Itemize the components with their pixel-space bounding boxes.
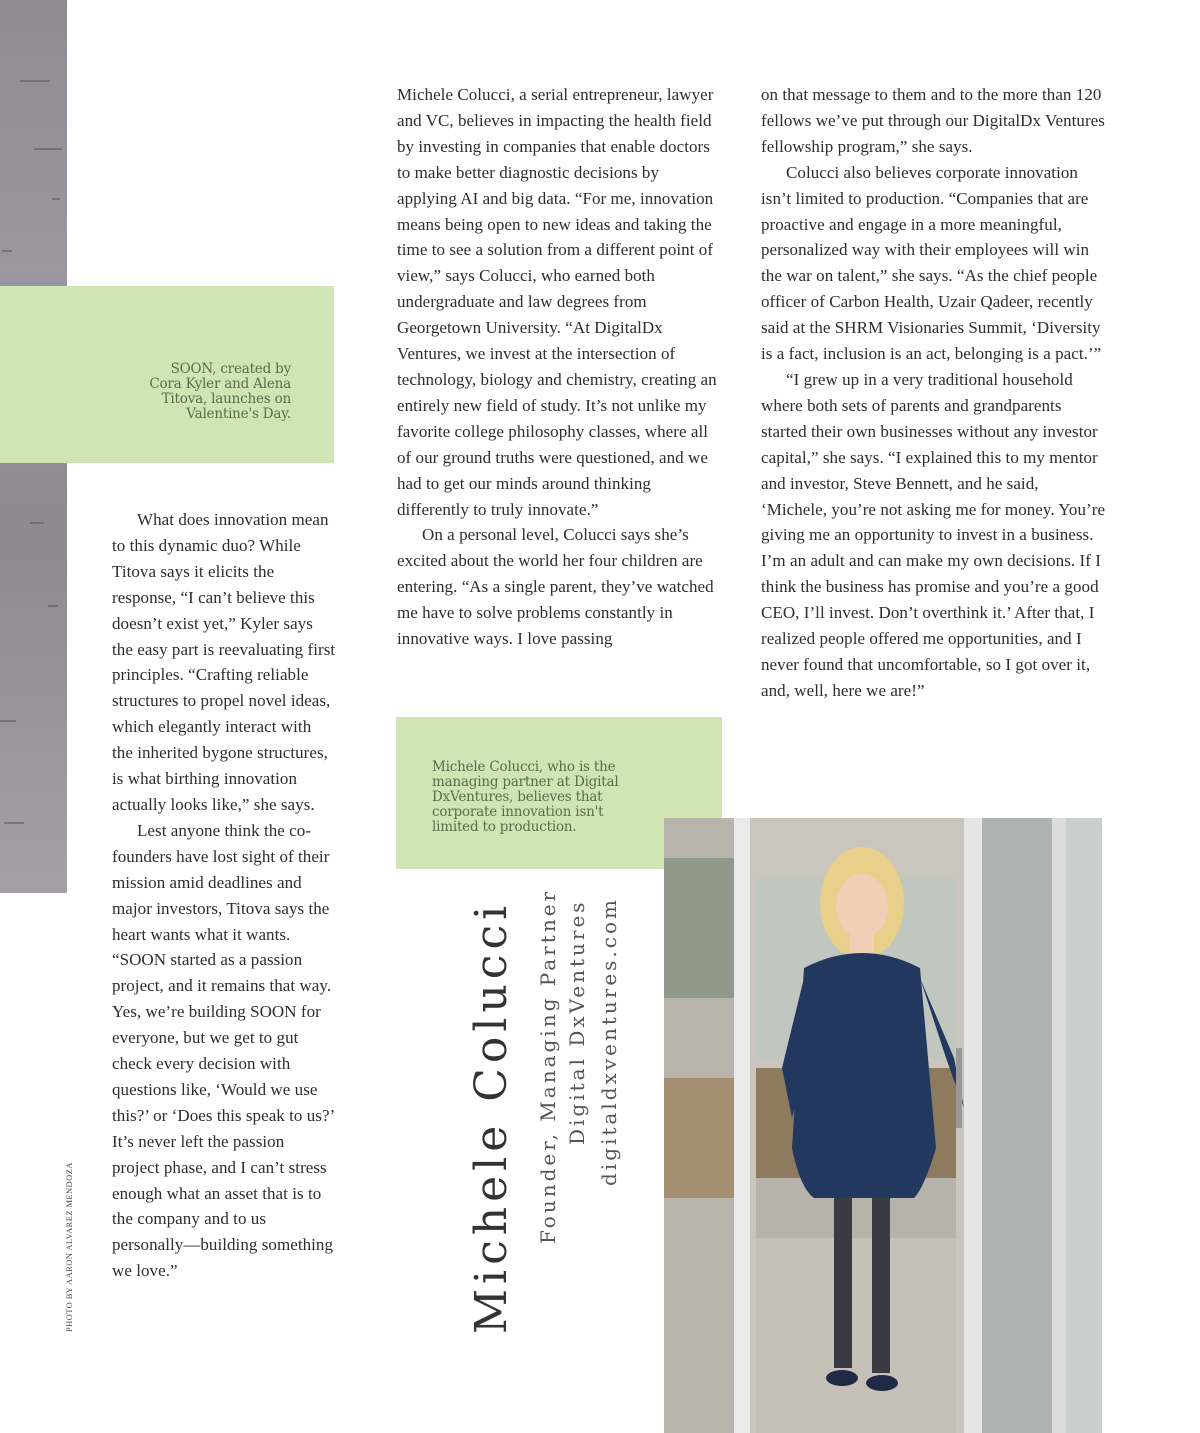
- portrait-photo: [664, 818, 1102, 1433]
- article-column-middle: [397, 82, 722, 652]
- article-column-left: [112, 507, 336, 1284]
- paragraph: On a personal level, Colucci says she’s excited about the world her four children are entering. “As a single parent, they’ve watched me have to solve problems constantly in innovative ways. I love passing: [397, 525, 714, 649]
- caption-colucci: [432, 760, 672, 835]
- caption-line: Valentine's Day.: [186, 406, 291, 422]
- caption-soon: [120, 362, 291, 422]
- paragraph: Michele Colucci, a serial entrepreneur, lawyer and VC, believes in impacting the health field by investing in companies that enable doctors to make better diagnostic decisions by applying AI and big data. “For me, innovation means being open to new ideas and taking the time to see a solution from a different point of view,” says Colucci, who earned both undergraduate and law degrees from Georgetown University. “At DigitalDx Ventures, we invest at the intersection of technology, biology and chemistry, creating an entirely new field of study. It’s not unlike my favorite college philosophy classes, where all of our ground truths were questioned, and we had to get our minds around thinking differently to truly innovate.”: [397, 85, 717, 519]
- caption-line: SOON, created by: [170, 361, 291, 377]
- caption-line: DxVentures, believes that: [432, 789, 603, 805]
- profile-name: Michele Colucci: [466, 900, 517, 1334]
- photo-credit: PHOTO BY AARON ALVAREZ MENDOZA: [64, 1162, 74, 1332]
- paragraph: “I grew up in a very traditional household where both sets of parents and grandparents started their own businesses without any investor capital,” she says. “I explained this to my mentor and investor, Steve Bennett, and he said, ‘Michele, you’re not asking me for money. You’re giving me an opportunity to invest in a business. I’m an adult and can make my own decisions. If I think the business has promise and you’re a good CEO, I’ll invest. Don’t overthink it.’ After that, I realized people offered me opportunities, and I never found that uncomfortable, so I got over it, and, well, here we are!”: [761, 369, 1106, 700]
- profile-url: digitaldxventures.com: [597, 897, 621, 1186]
- profile-company: Digital DxVentures: [565, 899, 589, 1145]
- caption-line: Cora Kyler and Alena: [149, 376, 291, 392]
- caption-line: managing partner at Digital: [432, 774, 619, 790]
- caption-line: Michele Colucci, who is the: [432, 759, 616, 775]
- caption-line: limited to production.: [432, 819, 577, 835]
- paragraph: on that message to them and to the more than 120 fellows we’ve put through our DigitalDx Ventures fellowship program,” she says.: [761, 85, 1105, 156]
- article-column-right: [761, 82, 1107, 704]
- paragraph: Lest anyone think the co-founders have lost sight of their mission amid deadlines and major investors, Titova says the heart wants what it wants. “SOON started as a passion project, and it remains that way. Yes, we’re building SOON for everyone, but we get to gut check every decision with questions like, ‘Would we use this?’ or ‘Does this speak to us?’ It’s never left the passion project phase, and I can’t stress enough what an asset that is to the company and to us personally—building something we love.”: [112, 820, 335, 1281]
- profile-title: Founder, Managing Partner: [536, 888, 560, 1244]
- caption-line: corporate innovation isn't: [432, 804, 604, 820]
- caption-line: Titova, launches on: [161, 391, 291, 407]
- paragraph: What does innovation mean to this dynamic duo? While Titova says it elicits the response, “I can’t believe this doesn’t exist yet,” Kyler says the easy part is reevaluating first principles. “Crafting reliable structures to propel novel ideas, which elegantly interact with the inherited bygone structures, is what birthing innovation actually looks like,” she says.: [112, 510, 336, 814]
- paragraph: Colucci also believes corporate innovation isn’t limited to production. “Companies that are proactive and engage in a more meaningful, personalized way with their employees will win the war on talent,” she says. “As the chief people officer of Carbon Health, Uzair Qadeer, recently said at the SHRM Visionaries Summit, ‘Diversity is a fact, inclusion is an act, belonging is a pact.’”: [761, 162, 1102, 364]
